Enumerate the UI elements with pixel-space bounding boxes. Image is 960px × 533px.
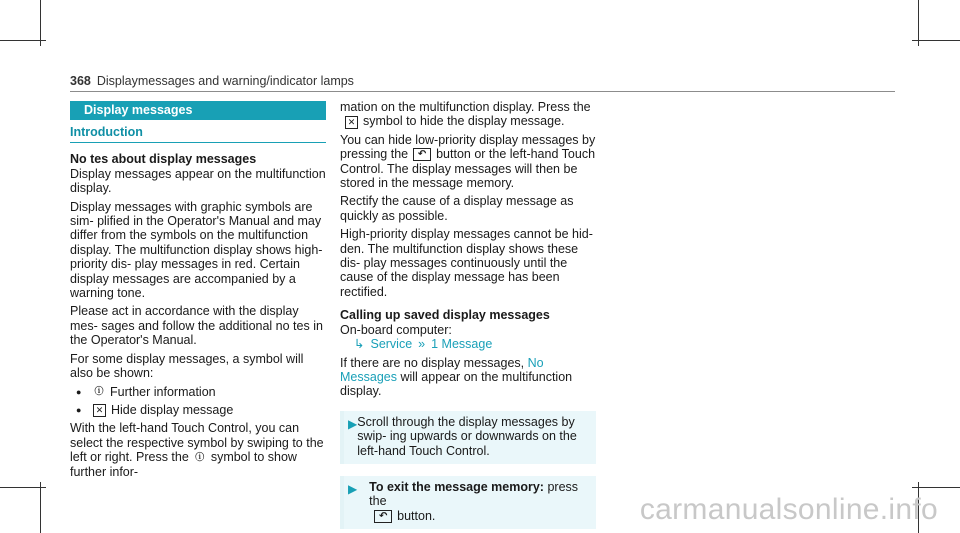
step-text [369, 480, 590, 523]
paragraph-text: symbol to show further infor- [70, 450, 297, 479]
step-tail: button. [397, 508, 436, 523]
crop-mark [0, 40, 46, 41]
header-rule [70, 91, 895, 92]
paragraph [340, 356, 596, 399]
menu-arrow-icon: ↳ [354, 337, 365, 352]
instruction-step [340, 476, 596, 529]
back-icon: ↶ [374, 510, 392, 523]
calling-heading: Calling up saved display messages [340, 308, 550, 323]
paragraph-text: button or the left-hand Touch Control. The display messages will then be stored in the message memory. [340, 147, 596, 191]
info-icon: ⓘ [195, 452, 205, 463]
paragraph: High-priority display messages cannot be hid- den. The multifunction display shows these dis- play messages continuously until the cause of the display message has been rectified. [340, 227, 593, 299]
section-title: Display messages [70, 101, 326, 120]
paragraph: Display messages appear on the multifunction display. [70, 166, 326, 196]
paragraph: Please act in accordance with the display mes- sages and follow the additional no tes in the Operator's Manual. [70, 304, 323, 348]
paragraph: Display messages with graphic symbols are sim- plified in the Operator's Manual and may differ from the symbols on the multifunction display. The multifunction display shows high-priority dis- play messages in red. Certain display messages are accompanied by a warning tone. [70, 199, 323, 301]
paragraph: On-board computer: [340, 322, 452, 337]
list-item-label: Hide display message [111, 402, 234, 417]
instruction-step [340, 411, 596, 464]
list-item [70, 403, 326, 417]
no-messages-text: No Messages [340, 355, 544, 384]
arrow-right-icon: ▶ [348, 416, 358, 431]
paragraph-text: symbol to hide the display message. [363, 114, 565, 129]
paragraph [70, 421, 326, 479]
step-rest: press the [369, 479, 579, 509]
crop-mark [40, 482, 41, 533]
double-chevron-icon: » [418, 337, 426, 352]
page-number: 368 [70, 74, 91, 88]
column-right [340, 100, 596, 529]
watermark: carmanualsonline.info [639, 493, 938, 526]
page-header [70, 74, 354, 88]
step-text: Scroll through the display messages by swip- ing upwards or downwards on the left-hand Touch Control. [357, 414, 577, 458]
menu-item-service: Service [370, 337, 413, 352]
close-x-icon: ✕ [345, 116, 358, 129]
bullet-dot: ● [76, 404, 82, 415]
info-icon: ⓘ [94, 386, 104, 397]
paragraph-text: will appear on the multifunction display. [340, 369, 573, 399]
column-left [70, 101, 326, 479]
paragraph: Rectify the cause of a display message as quickly as possible. [340, 194, 574, 223]
crop-mark [0, 487, 46, 488]
back-icon: ↶ [413, 148, 431, 161]
list-item [70, 385, 326, 399]
paragraph [340, 133, 596, 191]
menu-path [354, 337, 596, 351]
subsection-title: Introduction [70, 125, 326, 143]
close-x-icon: ✕ [93, 404, 106, 417]
arrow-right-icon: ▶ [348, 481, 358, 496]
page-title: Displaymessages and warning/indicator lamps [96, 74, 354, 88]
paragraph [340, 100, 596, 129]
menu-item-message: 1 Message [431, 337, 493, 352]
notes-heading: No tes about display messages [70, 152, 257, 167]
paragraph-text: With the left-hand Touch Control, you can select the respective symbol by swiping to the left or right. Press the [70, 421, 324, 465]
crop-mark [912, 487, 960, 488]
list-item-label: Further information [110, 384, 216, 399]
bullet-dot: ● [76, 386, 82, 397]
paragraph-text: You can hide low-priority display messages by pressing the [340, 132, 596, 162]
paragraph-text: mation on the multifunction display. Press the [340, 100, 591, 114]
step-bold: To exit the message memory: [369, 479, 544, 494]
crop-mark [912, 40, 960, 41]
paragraph: For some display messages, a symbol will also be shown: [70, 351, 304, 381]
paragraph-text: If there are no display messages, [340, 355, 525, 370]
